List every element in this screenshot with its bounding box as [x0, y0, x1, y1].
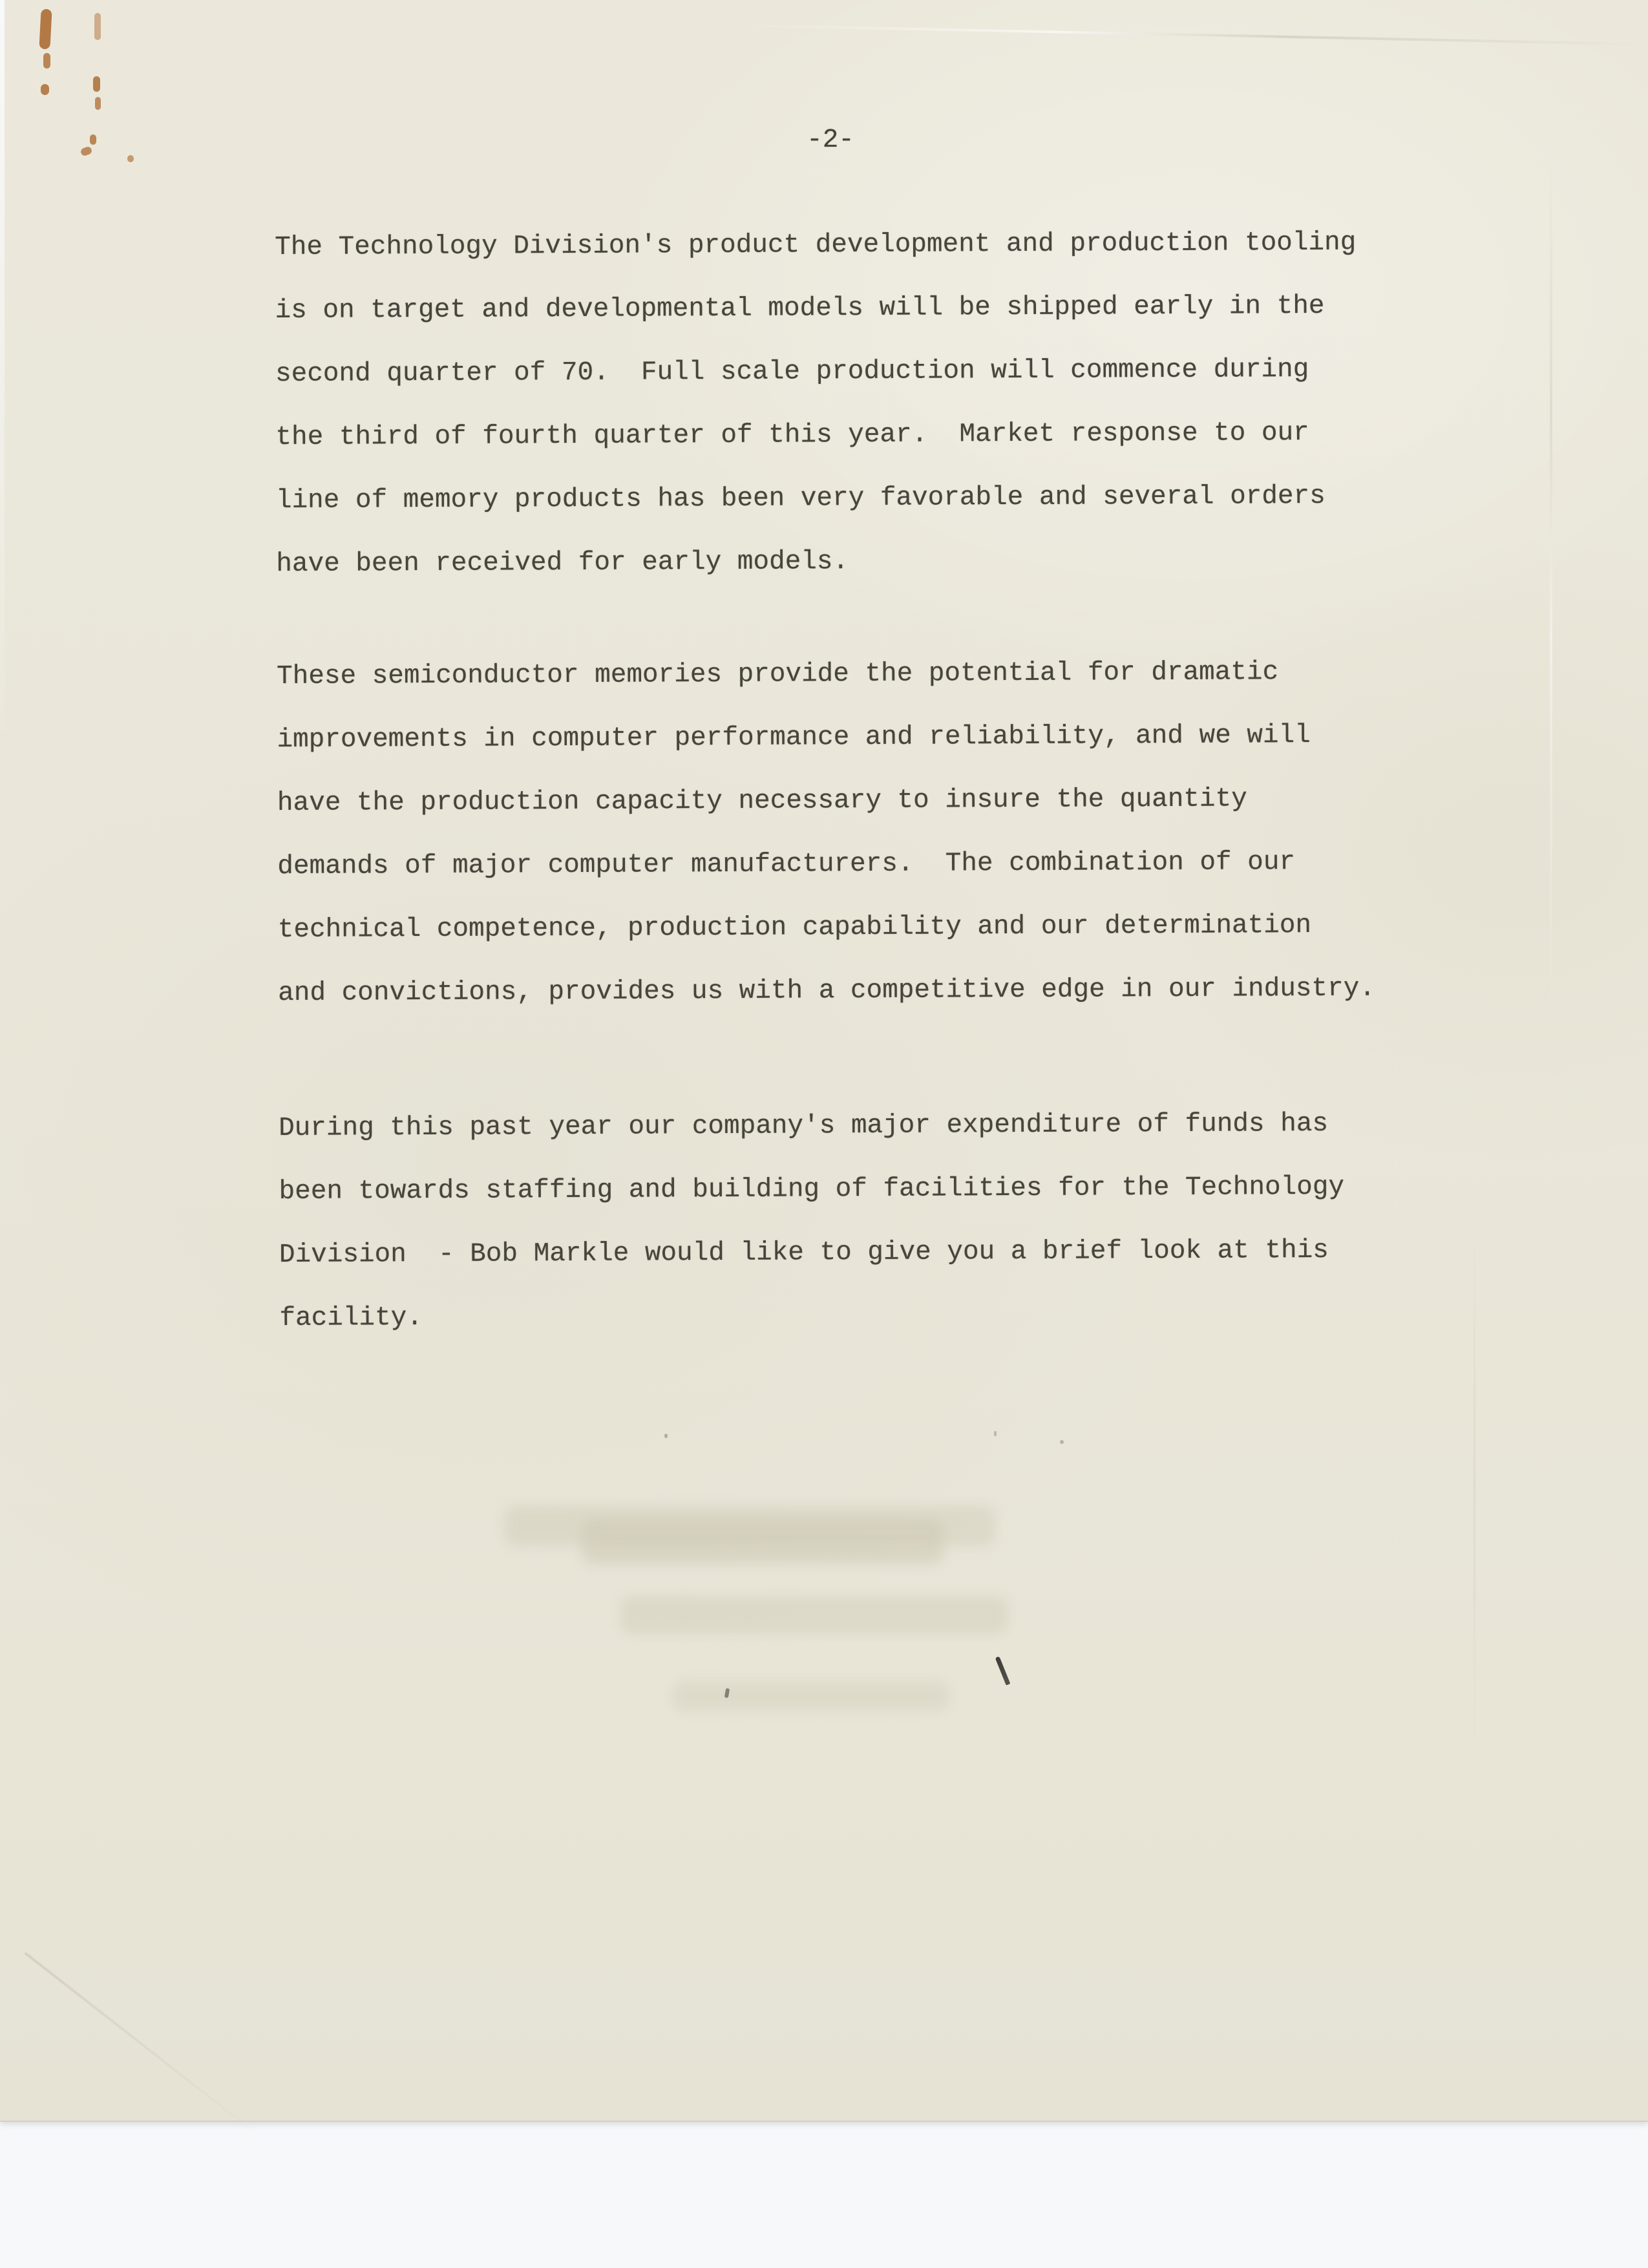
paper-crease — [1474, 1196, 1475, 1777]
rust-stain — [95, 97, 101, 110]
text-line: During this past year our company's major expenditure of funds has — [279, 1108, 1329, 1143]
paper-crease — [1550, 155, 1552, 1028]
text-line: have the production capacity necessary to insure the quantity — [277, 784, 1247, 818]
text-line: These semiconductor memories provide the potential for dramatic — [277, 657, 1279, 692]
text-line: facility. — [279, 1303, 423, 1333]
paper-crease — [743, 24, 1648, 45]
rust-stain — [94, 13, 101, 40]
paragraph — [279, 1092, 1391, 1350]
paragraph — [277, 640, 1390, 1024]
text-line: demands of major computer manufacturers. The combination of our — [277, 847, 1296, 882]
text-line: technical competence, production capability and our determination — [277, 911, 1312, 945]
text-line: improvements in computer performance and reliability, and we will — [277, 721, 1311, 755]
scanner-background — [0, 2122, 1648, 2268]
text-line: The Technology Division's product development and production tooling — [275, 228, 1357, 262]
stray-ink-mark — [995, 1656, 1011, 1685]
stray-ink-speck — [664, 1434, 668, 1438]
rust-stain — [93, 76, 100, 92]
bleed-through-blob — [620, 1596, 1008, 1634]
rust-stain — [39, 9, 52, 50]
rust-stain — [43, 53, 50, 69]
bleed-through-blob — [672, 1680, 950, 1712]
text-line: and convictions, provides us with a competitive edge in our industry. — [278, 973, 1376, 1008]
rust-stain — [79, 145, 92, 156]
rust-stain — [41, 84, 49, 95]
text-line: is on target and developmental models will be shipped early in the — [275, 291, 1325, 326]
rust-stain — [90, 134, 96, 145]
page-number: -2- — [807, 125, 854, 155]
bleed-through-blob — [582, 1519, 944, 1564]
document-body — [275, 211, 1391, 1350]
scanner-edge-sliver — [0, 0, 5, 743]
text-line: second quarter of 70. Full scale production will commence during — [275, 355, 1309, 389]
text-line: Division - Bob Markle would like to give you a brief look at this — [279, 1235, 1329, 1270]
text-line: have been received for early models. — [276, 547, 849, 579]
rust-stain — [127, 155, 134, 162]
paragraph — [275, 211, 1388, 595]
stray-ink-speck — [994, 1431, 997, 1436]
text-line: been towards staffing and building of facilities for the Technology — [279, 1172, 1345, 1207]
paper-crease — [25, 1952, 260, 2137]
text-line: the third of fourth quarter of this year. Market response to our — [275, 418, 1309, 452]
text-line: line of memory products has been very favorable and several orders — [275, 481, 1326, 516]
stray-ink-speck — [1060, 1440, 1064, 1444]
